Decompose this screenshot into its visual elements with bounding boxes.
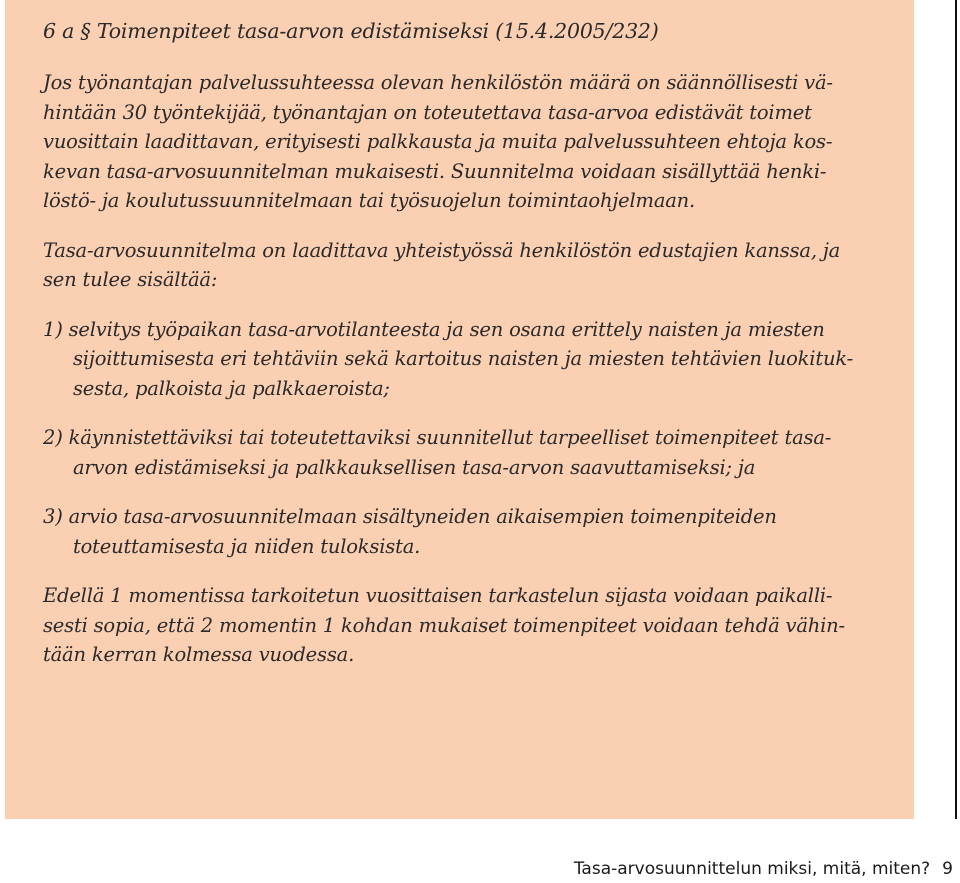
page-number: 9 xyxy=(942,859,953,879)
section-heading: 6 a § Toimenpiteet tasa-arvon edistämiseksi (15.4.2005/232) xyxy=(43,19,659,43)
list-item-line: 1) selvitys työpaikan tasa-arvotilanteesta ja sen osana erittely naisten ja miesten xyxy=(43,317,825,341)
paragraph-line: vuosittain laadittavan, erityisesti palkkausta ja muita palvelussuhteen ehtoja kos- xyxy=(43,130,833,153)
list-item-line: arvon edistämiseksi ja palkkauksellisen tasa-arvon saavuttamiseksi; ja xyxy=(73,455,756,479)
paragraph-line: sen tulee sisältää: xyxy=(43,268,218,291)
paragraph-line: hintään 30 työntekijää, työnantajan on toteutettava tasa-arvoa edistävät toimet xyxy=(43,100,812,124)
list-item-line: 2) käynnistettäviksi tai toteutettaviksi suunnitellut tarpeelliset toimenpiteet tasa- xyxy=(43,426,832,449)
paragraph-obligation xyxy=(43,68,884,216)
footer-title: Tasa-arvosuunnittelun miksi, mitä, miten? xyxy=(573,859,931,879)
paragraph-line: löstö- ja koulutussuunnitelmaan tai työsuojelun toimintaohjelmaan. xyxy=(43,189,696,212)
list-item-1 xyxy=(43,315,884,404)
list-item-line: toteuttamisesta ja niiden tuloksista. xyxy=(73,534,421,558)
list-item-line: sijoittumisesta eri tehtäviin sekä kartoitus naisten ja miesten tehtävien luokituk- xyxy=(73,347,853,370)
list-item-line: sesta, palkoista ja palkkaeroista; xyxy=(73,376,390,400)
paragraph-closing xyxy=(43,581,884,670)
paragraph-line: Edellä 1 momentissa tarkoitetun vuosittaisen tarkastelun sijasta voidaan paikalli- xyxy=(43,584,833,607)
paragraph-line: sesti sopia, että 2 momentin 1 kohdan mukaiset toimenpiteet voidaan tehdä vähin- xyxy=(43,613,845,637)
vertical-rule xyxy=(955,0,957,819)
law-excerpt-panel xyxy=(5,0,914,819)
page-footer xyxy=(574,857,953,881)
paragraph-line: tään kerran kolmessa vuodessa. xyxy=(43,643,355,666)
paragraph-line: kevan tasa-arvosuunnitelman mukaisesti. Suunnitelma voidaan sisällyttää henki- xyxy=(43,159,827,183)
paragraph-cooperation xyxy=(43,236,884,295)
list-item-2 xyxy=(43,423,884,482)
paragraph-line: Tasa-arvosuunnitelma on laadittava yhteistyössä henkilöstön edustajien kanssa, ja xyxy=(43,238,841,262)
list-item-3 xyxy=(43,502,884,561)
paragraph-line: Jos työnantajan palvelussuhteessa olevan henkilöstön määrä on säännöllisesti vä- xyxy=(43,71,833,94)
list-item-line: 3) arvio tasa-arvosuunnitelmaan sisältyneiden aikaisempien toimenpiteiden xyxy=(43,505,777,528)
